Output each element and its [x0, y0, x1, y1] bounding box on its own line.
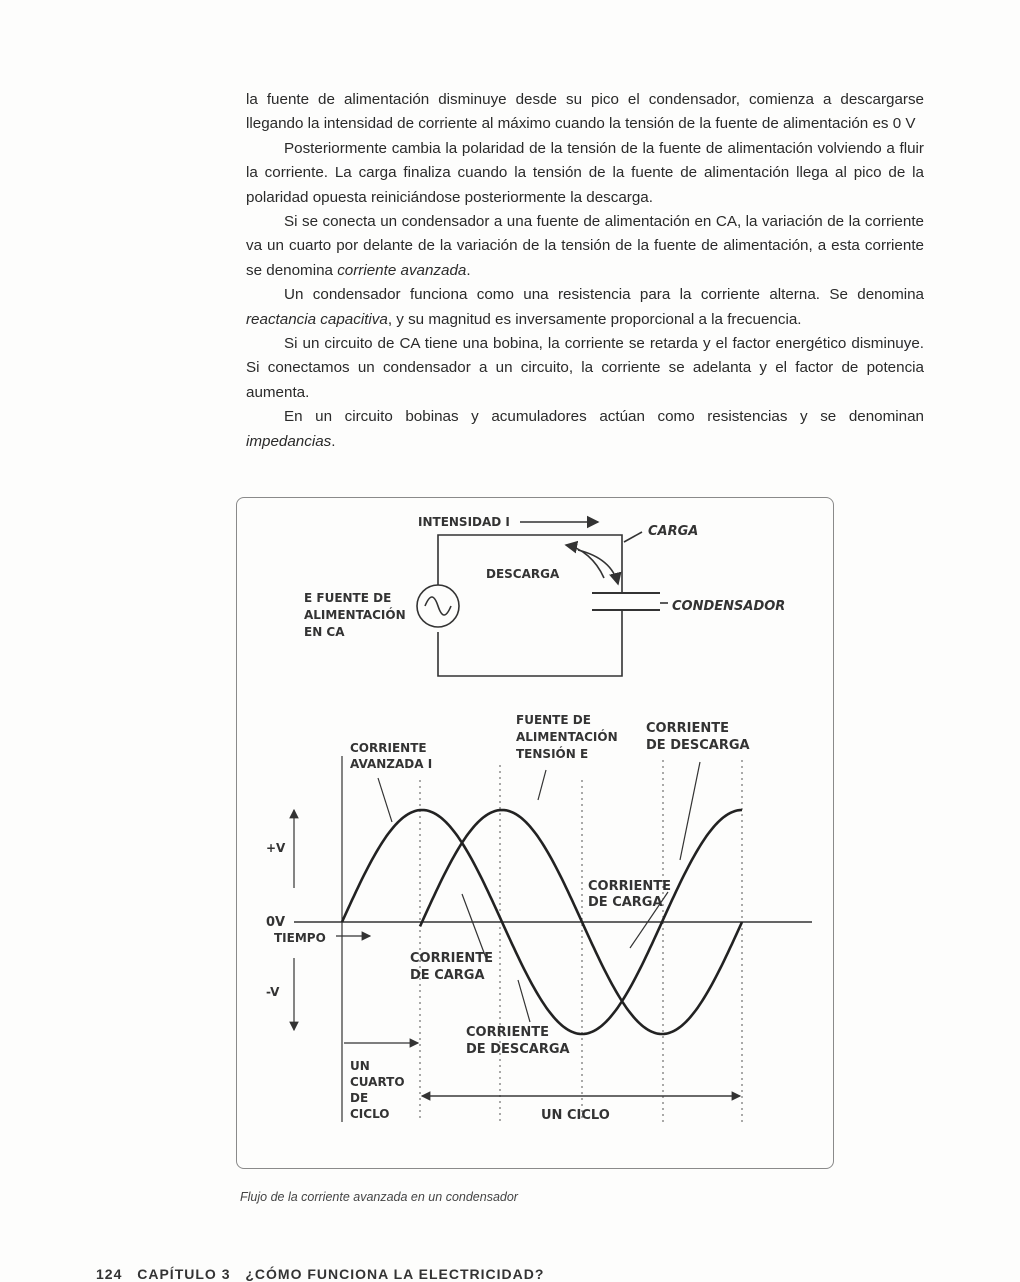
label-corriente-descarga-bottom-2: DE DESCARGA: [466, 1042, 570, 1057]
leader-carga-mid: [462, 894, 486, 958]
leader-fuente: [538, 770, 546, 800]
label-corriente-descarga-bottom-1: CORRIENTE: [466, 1025, 549, 1040]
label-fuente-tension-1: FUENTE DE: [516, 713, 591, 727]
page-number: 124: [96, 1266, 123, 1282]
label-fuente-tension-2: ALIMENTACIÓN: [516, 730, 618, 744]
label-carga: CARGA: [648, 524, 699, 539]
label-tiempo: TIEMPO: [274, 931, 326, 945]
discharge-arrow-icon: [566, 545, 604, 578]
circuit-diagram: [417, 522, 668, 676]
label-un-ciclo: UN CICLO: [541, 1108, 610, 1123]
chapter-label: CAPÍTULO 3: [137, 1266, 231, 1282]
label-cuarto-3: DE: [350, 1091, 369, 1105]
figure-caption: Flujo de la corriente avanzada en un condensador: [240, 1190, 518, 1204]
label-zero-v: 0V: [266, 915, 286, 930]
label-descarga: DESCARGA: [486, 567, 560, 581]
leader-descarga-bottom: [518, 980, 530, 1022]
label-fuente-tension-3: TENSIÓN E: [516, 747, 589, 761]
label-corriente-descarga-top-1: CORRIENTE: [646, 721, 729, 736]
label-fuente-3: EN CA: [304, 625, 345, 639]
label-corriente-carga-mid-2: DE CARGA: [410, 968, 485, 983]
label-minus-v: -V: [266, 985, 280, 999]
waveform-graph: [294, 756, 812, 1122]
paragraph-6: En un circuito bobinas y acumuladores actúan como resistencias y se denominan impedancias.: [246, 408, 924, 450]
label-cuarto-1: UN: [350, 1059, 370, 1073]
label-fuente-2: ALIMENTACIÓN: [304, 608, 406, 622]
carga-leader: [624, 532, 642, 542]
paragraph-5: Si un circuito de CA tiene una bobina, la corriente se retarda y el factor energético disminuye. Si conectamos un condensador a un circuito, la corriente se adelanta y el factor de potencia aumenta.: [246, 335, 924, 401]
paragraph-2: Posteriormente cambia la polaridad de la tensión de la fuente de alimentación volviendo a fluir la corriente. La carga finaliza cuando la tensión de la fuente de alimentación llega al pico de la polaridad opuesta reiniciándose posteriormente la descarga.: [246, 139, 924, 206]
label-corriente-descarga-top-2: DE DESCARGA: [646, 738, 750, 753]
label-corriente-carga-right-1: CORRIENTE: [588, 879, 671, 894]
paragraph-1: la fuente de alimentación disminuye desde su pico el condensador, comienza a descargarse llegando la intensidad de corriente al máximo cuando la tensión de la fuente de alimentación es 0 V: [246, 91, 924, 133]
circuit-wire: [438, 611, 622, 676]
label-intensidad: INTENSIDAD I: [418, 515, 510, 529]
label-corriente-avanzada-2: AVANZADA I: [350, 757, 433, 771]
chapter-title: ¿CÓMO FUNCIONA LA ELECTRICIDAD?: [245, 1266, 545, 1282]
label-corriente-avanzada-1: CORRIENTE: [350, 741, 427, 755]
leader-avanzada: [378, 778, 392, 822]
label-corriente-carga-right-2: DE CARGA: [588, 895, 663, 910]
label-cuarto-4: CICLO: [350, 1107, 390, 1121]
paragraph-3: Si se conecta un condensador a una fuente de alimentación en CA, la variación de la corriente va un cuarto por delante de la variación de la tensión de la fuente de alimentación, a esta corriente se denomina corriente avanzada.: [246, 213, 924, 279]
label-plus-v: +V: [266, 841, 286, 855]
label-fuente-1: E FUENTE DE: [304, 591, 392, 605]
label-corriente-carga-mid-1: CORRIENTE: [410, 951, 493, 966]
label-cuarto-2: CUARTO: [350, 1075, 405, 1089]
leader-descarga-top: [680, 762, 700, 860]
paragraph-4: Un condensador funciona como una resistencia para la corriente alterna. Se denomina reactancia capacitiva, y su magnitud es inversamente proporcional a la frecuencia.: [246, 286, 924, 328]
label-condensador: CONDENSADOR: [672, 599, 786, 614]
